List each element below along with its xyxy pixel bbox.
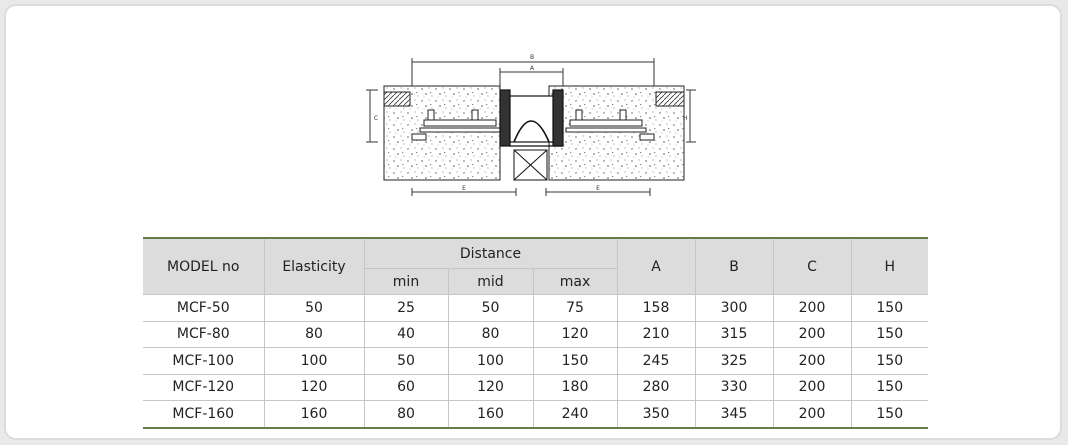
dim-label-b: B — [529, 54, 535, 61]
cell-a: 350 — [617, 401, 695, 428]
cell-mid: 80 — [448, 321, 533, 348]
cell-b: 325 — [695, 348, 773, 375]
cell-model: MCF-120 — [143, 374, 264, 401]
cell-b: 330 — [695, 374, 773, 401]
cell-mid: 50 — [448, 295, 533, 322]
cell-c: 200 — [773, 321, 851, 348]
header-elasticity: Elasticity — [264, 238, 364, 295]
joint-gap-box — [514, 150, 547, 180]
header-h: H — [851, 238, 928, 295]
cell-elasticity: 160 — [264, 401, 364, 428]
cell-max: 240 — [533, 401, 617, 428]
cell-elasticity: 80 — [264, 321, 364, 348]
cell-min: 50 — [364, 348, 448, 375]
table-row — [143, 348, 928, 375]
cell-model: MCF-100 — [143, 348, 264, 375]
cell-min: 40 — [364, 321, 448, 348]
cell-h: 150 — [851, 401, 928, 428]
cell-model: MCF-80 — [143, 321, 264, 348]
cell-model: MCF-50 — [143, 295, 264, 322]
header-b: B — [695, 238, 773, 295]
header-distance: Distance — [364, 238, 617, 269]
cell-a: 210 — [617, 321, 695, 348]
header-mid: mid — [448, 269, 533, 295]
cell-h: 150 — [851, 321, 928, 348]
dim-label-h: H — [682, 115, 688, 122]
cell-mid: 120 — [448, 374, 533, 401]
cell-b: 345 — [695, 401, 773, 428]
cell-c: 200 — [773, 401, 851, 428]
cell-b: 300 — [695, 295, 773, 322]
cell-c: 200 — [773, 348, 851, 375]
joint-seal — [500, 90, 563, 146]
header-max: max — [533, 269, 617, 295]
cell-mid: 160 — [448, 401, 533, 428]
dim-label-e-right: E — [596, 185, 600, 192]
dim-label-c: C — [373, 115, 379, 122]
cell-max: 180 — [533, 374, 617, 401]
cell-a: 245 — [617, 348, 695, 375]
cell-model: MCF-160 — [143, 401, 264, 428]
cell-elasticity: 50 — [264, 295, 364, 322]
header-min: min — [364, 269, 448, 295]
content-panel — [4, 4, 1062, 440]
cell-elasticity: 100 — [264, 348, 364, 375]
cell-b: 315 — [695, 321, 773, 348]
cell-max: 120 — [533, 321, 617, 348]
cell-h: 150 — [851, 295, 928, 322]
table-row — [143, 374, 928, 401]
expansion-joint-drawing — [364, 50, 704, 202]
header-model: MODEL no — [143, 238, 264, 295]
cell-min: 60 — [364, 374, 448, 401]
cell-max: 150 — [533, 348, 617, 375]
header-c: C — [773, 238, 851, 295]
cell-h: 150 — [851, 348, 928, 375]
cell-a: 280 — [617, 374, 695, 401]
table-row — [143, 295, 928, 322]
cell-c: 200 — [773, 295, 851, 322]
cell-max: 75 — [533, 295, 617, 322]
cell-a: 158 — [617, 295, 695, 322]
table-row — [143, 321, 928, 348]
spec-table — [143, 237, 928, 429]
dim-label-a: A — [529, 65, 535, 72]
cell-mid: 100 — [448, 348, 533, 375]
cell-elasticity: 120 — [264, 374, 364, 401]
table-row — [143, 401, 928, 428]
header-a: A — [617, 238, 695, 295]
dim-label-e-left: E — [462, 185, 466, 192]
cell-min: 80 — [364, 401, 448, 428]
cell-min: 25 — [364, 295, 448, 322]
cell-c: 200 — [773, 374, 851, 401]
cell-h: 150 — [851, 374, 928, 401]
